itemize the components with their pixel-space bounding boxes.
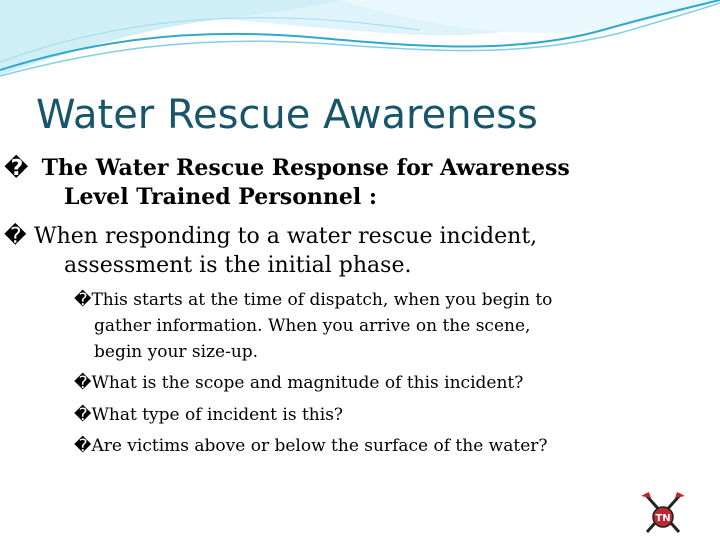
sub-bullet-text: What type of incident is this? <box>91 405 344 425</box>
bullet-marker-icon: � <box>74 405 92 425</box>
bullet-marker-icon: � <box>74 373 92 393</box>
header-wave-decoration <box>0 0 720 90</box>
sub-bullet-text: This starts at the time of dispatch, when you begin to gather information. When you arrive on the scene, begin your size-up. <box>91 290 553 362</box>
slide-title: Water Rescue Awareness <box>36 92 538 138</box>
sub-bullet-dispatch <box>74 287 553 365</box>
bullet-marker-icon: � <box>74 290 92 310</box>
rescue-logo-icon <box>637 490 689 536</box>
bullet-text: When responding to a water rescue incident, assessment is the initial phase. <box>34 224 538 278</box>
bullet-assessment: � When responding to a water rescue incident, assessment is the initial phase. <box>4 224 538 278</box>
sub-bullet-text: What is the scope and magnitude of this incident? <box>91 373 524 393</box>
sub-bullet-victims <box>74 433 548 459</box>
sub-bullet-scope <box>74 370 524 396</box>
logo-text: TN <box>655 513 671 524</box>
sub-bullet-text: Are victims above or below the surface of the water? <box>91 436 548 456</box>
bullet-marker-icon: � <box>74 436 92 456</box>
sub-bullet-type <box>74 402 344 428</box>
bullet-response-heading: � The Water Rescue Response for Awareness Level Trained Personnel : <box>4 155 570 210</box>
bullet-text: The Water Rescue Response for Awareness Level Trained Personnel : <box>41 155 570 210</box>
